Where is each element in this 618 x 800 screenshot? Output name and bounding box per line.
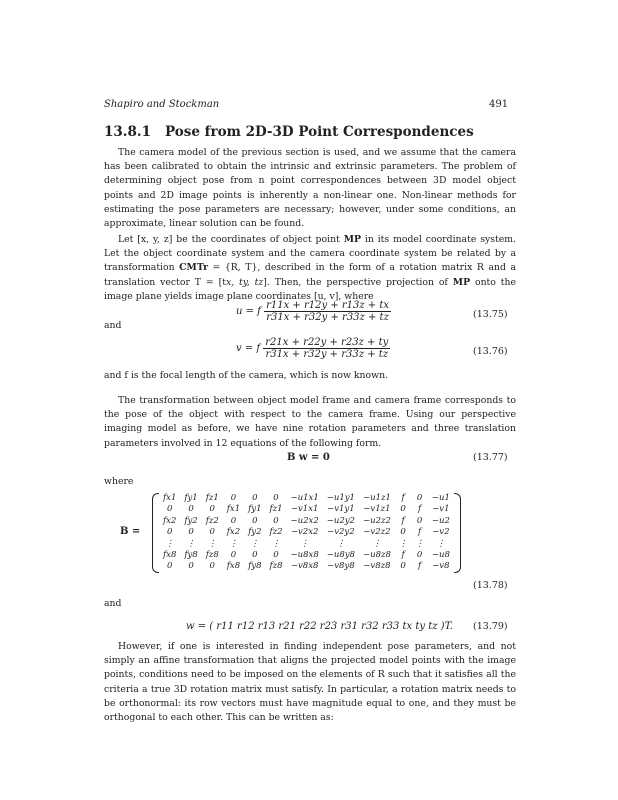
- matrix-cell: 0: [188, 504, 194, 515]
- matrix-cell: −v2: [432, 527, 450, 538]
- equation-13-76: v = f $\frac{r21x + r22y + r23z + ty}{r31x + r32y + r33z + tz}$: [236, 337, 389, 360]
- matrix-cell: f: [418, 561, 422, 572]
- matrix-cell: −v8z8: [363, 561, 391, 572]
- matrix-cell: fz1: [269, 504, 283, 515]
- matrix-cell: 0: [400, 561, 406, 572]
- matrix-cell: fy8: [184, 550, 198, 561]
- paragraph-text: The transformation between object model frame and camera frame corresponds to the pose of the object with respect to the camera frame. Using our perspective imaging model as before, we have nine rotation parameters and three translation parameters involved in 12 equations of the following form.: [104, 395, 516, 449]
- matrix-cell: f: [401, 550, 405, 561]
- matrix-B-body: [159, 493, 454, 573]
- matrix-B-lhs: B =: [120, 526, 141, 537]
- matrix-cell: 0: [273, 493, 279, 503]
- equation-13-75: u = f $\frac{r11x + r12y + r13z + tx}{r31x + r32y + r33z + tz}$: [236, 300, 390, 323]
- matrix-cell: −v2y2: [327, 527, 355, 538]
- matrix-cell: −u2: [431, 515, 450, 526]
- matrix-cell: −u1x1: [290, 493, 319, 503]
- matrix-cell: ⋮: [300, 538, 309, 549]
- matrix-cell: −v8x8: [290, 561, 319, 572]
- matrix-cell: fy1: [184, 493, 198, 503]
- matrix-cell: 0: [230, 493, 237, 503]
- matrix-cell: −v8: [432, 561, 450, 572]
- matrix-cell: fz2: [205, 515, 219, 526]
- page-number: 491: [489, 99, 509, 110]
- matrix-cell: −u8: [431, 550, 450, 561]
- model-point-symbol: MP: [343, 234, 361, 245]
- matrix-row: [159, 527, 454, 538]
- matrix-cell: fy8: [248, 561, 262, 572]
- model-point-symbol-2: MP: [452, 276, 471, 288]
- matrix-cell: f: [401, 515, 405, 526]
- matrix-cell: −u2x2: [290, 515, 319, 526]
- matrix-cell: f: [418, 527, 422, 538]
- matrix-cell: fx1: [163, 493, 177, 503]
- matrix-cell: 0: [252, 493, 258, 503]
- matrix-cell: ⋮: [250, 538, 260, 549]
- matrix-cell: fx8: [163, 550, 177, 561]
- matrix-cell: 0: [230, 515, 237, 526]
- matrix-cell: ⋮: [186, 538, 196, 549]
- matrix-cell: ⋮: [229, 538, 238, 549]
- matrix-cell: −v8y8: [327, 561, 355, 572]
- translation-vector: x, ty, tz: [225, 276, 264, 288]
- matrix-cell: 0: [166, 527, 173, 538]
- connector-and-1: and: [104, 320, 122, 331]
- matrix-cell: f: [401, 493, 405, 503]
- paragraph-text: However, if one is interested in finding independent pose parameters, and not simply an affine transformation that aligns the projected model points with the image points, conditions need to be imposed on the elements of R such that it satisfies all the criteria a true 3D rotation matrix must satisfy. In particular, a rotation matrix needs to be orthonormal: its row vectors must have magnitude equal to one, and they must be orthogonal to each other. This can be written as:: [104, 641, 516, 724]
- matrix-cell: −v1: [432, 504, 450, 515]
- paragraph-transformation: [104, 394, 516, 451]
- matrix-row: [159, 550, 454, 561]
- matrix-cell: 0: [400, 504, 406, 515]
- paragraph-orthonormal: [104, 640, 516, 725]
- section-heading: [104, 124, 474, 140]
- matrix-row: [159, 493, 454, 504]
- matrix-cell: −u1y1: [326, 493, 355, 503]
- matrix-cell: fz8: [269, 561, 283, 572]
- matrix-cell: −v2z2: [363, 527, 391, 538]
- matrix-cell: 0: [209, 527, 215, 538]
- matrix-cell: ⋮: [415, 538, 424, 549]
- matrix-cell: fz8: [205, 550, 219, 561]
- right-paren: [454, 493, 461, 573]
- matrix-cell: fx2: [163, 515, 177, 526]
- matrix-row: [159, 504, 454, 515]
- matrix-cell: −u8y8: [326, 550, 355, 561]
- matrix-cell: −u2y2: [326, 515, 355, 526]
- matrix-cell: 0: [273, 515, 279, 526]
- equation-label-13-78: (13.78): [473, 580, 508, 591]
- equation-label-13-77: (13.77): [473, 452, 508, 463]
- running-header-authors: Shapiro and Stockman: [104, 99, 220, 110]
- section-number: 13.8.1: [104, 124, 151, 140]
- matrix-cell: ⋮: [436, 538, 446, 549]
- matrix-cell: −u1z1: [362, 493, 391, 503]
- matrix-cell: ⋮: [372, 538, 382, 549]
- matrix-cell: fx2: [226, 527, 241, 538]
- matrix-cell: −v2x2: [290, 527, 319, 538]
- matrix-cell: 0: [273, 550, 279, 561]
- matrix-cell: 0: [166, 561, 173, 572]
- matrix-cell: ⋮: [207, 538, 217, 549]
- matrix-cell: −v1z1: [363, 504, 391, 515]
- matrix-cell: fz1: [205, 493, 219, 503]
- matrix-cell: fy2: [248, 527, 262, 538]
- matrix-cell: ⋮: [336, 538, 346, 549]
- matrix-cell: fx1: [226, 504, 241, 515]
- equation-label-13-76: (13.76): [473, 346, 508, 357]
- matrix-cell: ⋮: [165, 538, 174, 549]
- paragraph-coordinates: Let [x, y, z] be the coordinates of object point MP in its model coordinate system. Let the object coordinate system and the camera coordinate system be related by a transformation CMTr = {R, T}, described in the form of a rotation matrix R and a translation vector T = [tx, ty, tz]. Then, the perspective projection of MP onto the image plane yields image plane coordinates [u, v], where: [104, 234, 517, 302]
- transform-symbol: CMTr: [179, 262, 208, 274]
- left-paren: [152, 493, 159, 573]
- matrix-cell: 0: [400, 527, 406, 538]
- paragraph-intro: [104, 146, 516, 231]
- matrix-row: [159, 516, 454, 527]
- matrix-cell: fy1: [248, 504, 262, 515]
- matrix-cell: 0: [209, 504, 215, 515]
- matrix-cell: 0: [209, 561, 215, 572]
- matrix-row: [159, 561, 454, 572]
- matrix-cell: fy2: [184, 515, 198, 526]
- matrix-cell: 0: [188, 527, 194, 538]
- matrix-cell: 0: [230, 550, 237, 561]
- paragraph-focal-length: and f is the focal length of the camera, which is now known.: [104, 370, 389, 381]
- connector-and-2: and: [104, 598, 122, 609]
- matrix-cell: ⋮: [398, 538, 408, 549]
- connector-where: where: [104, 476, 134, 487]
- matrix-cell: −u8z8: [362, 550, 391, 561]
- matrix-cell: 0: [166, 504, 173, 515]
- matrix-cell: 0: [188, 561, 194, 572]
- matrix-cell: −v1y1: [327, 504, 355, 515]
- matrix-cell: 0: [416, 515, 423, 526]
- section-title: Pose from 2D-3D Point Correspondences: [164, 124, 474, 140]
- matrix-cell: fz2: [269, 527, 283, 538]
- matrix-cell: f: [418, 504, 422, 515]
- matrix-cell: 0: [416, 493, 423, 503]
- matrix-row: [159, 539, 454, 550]
- matrix-cell: 0: [252, 550, 258, 561]
- paragraph-text: Let [x, y, z] be the coordinates of object point: [118, 234, 344, 245]
- matrix-cell: −v1x1: [290, 504, 319, 515]
- equation-label-13-79: (13.79): [473, 621, 508, 632]
- matrix-cell: −u2z2: [362, 515, 391, 526]
- equation-13-79: w = ( r11 r12 r13 r21 r22 r23 r31 r32 r33 tx ty tz )T.: [186, 621, 453, 632]
- matrix-cell: −u1: [431, 493, 450, 503]
- matrix-cell: ⋮: [271, 538, 281, 549]
- paragraph-text: The camera model of the previous section is used, and we assume that the camera has been calibrated to obtain the intrinsic and extrinsic parameters. The problem of determining object pose from n point correspondences between 3D model object points and 2D image points is inherently a non-linear one. Non-linear methods for estimating the pose parameters are necessary; however, under some conditions, an approximate, linear solution can be found.: [104, 147, 516, 230]
- equation-label-13-75: (13.75): [473, 309, 508, 320]
- matrix-cell: 0: [252, 515, 258, 526]
- matrix-cell: 0: [416, 550, 423, 561]
- matrix-cell: fx8: [226, 561, 241, 572]
- matrix-cell: −u8x8: [290, 550, 319, 561]
- equation-13-77: B w = 0: [287, 452, 330, 463]
- matrix-B: [152, 493, 461, 573]
